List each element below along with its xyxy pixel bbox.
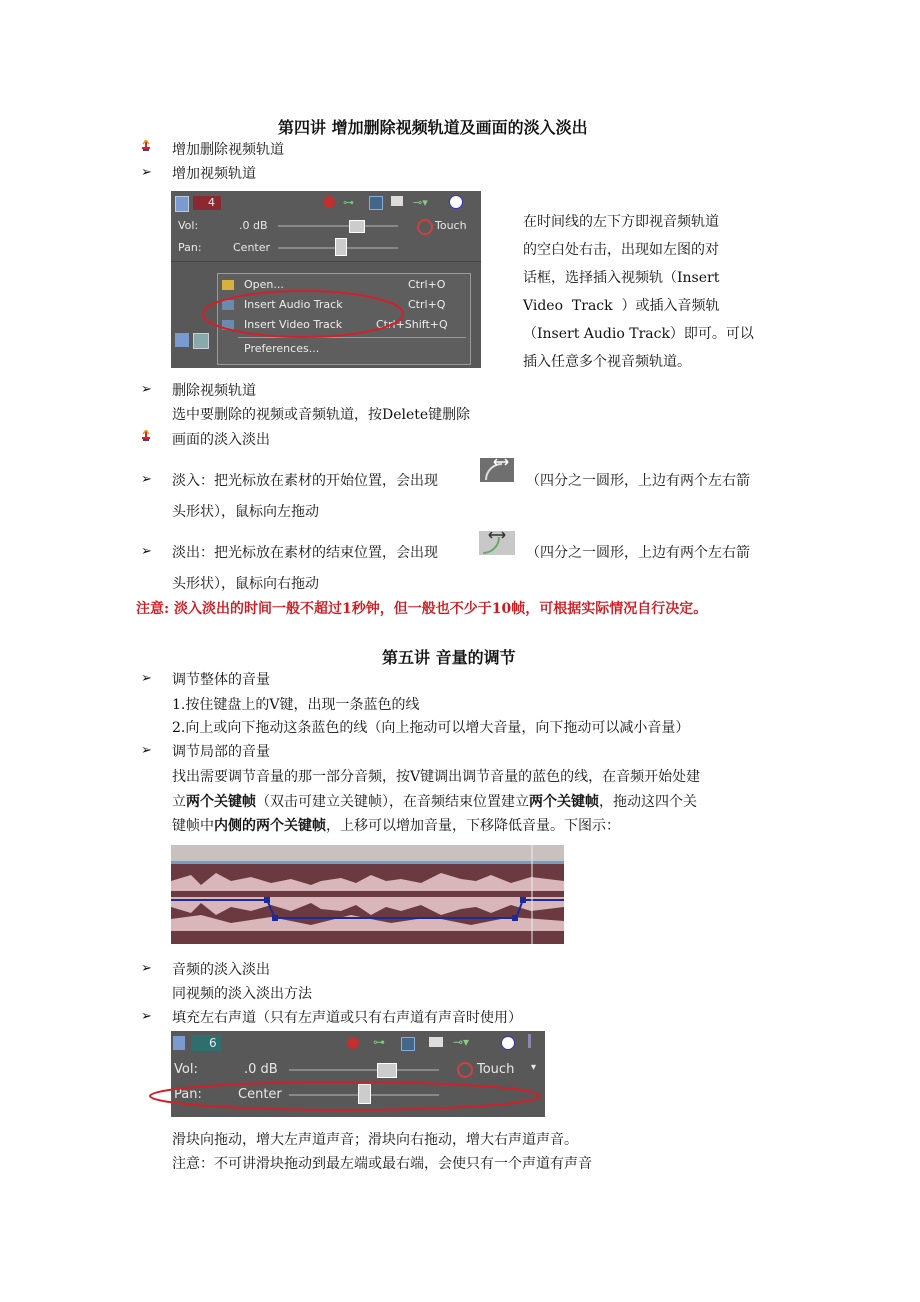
fade-out-text: 淡出：把光标放在素材的结束位置，会出现 — [172, 545, 438, 561]
lesson4-title: 第四讲 增加删除视频轨道及画面的淡入淡出 — [278, 118, 588, 137]
waveform-volume-screenshot — [171, 845, 564, 944]
highlight-ellipse — [145, 1076, 545, 1116]
lesson5-title: 第五讲 音量的调节 — [382, 648, 516, 667]
fade-in-text-line2: 头形状），鼠标向左拖动 — [172, 504, 319, 520]
fade-out-text-cont: （四分之一圆形，上边有两个左右箭 — [526, 545, 750, 561]
pan-value: Center — [233, 241, 271, 254]
desc-line: 话框，选择插入视频轨（Insert — [523, 270, 720, 286]
fade-note: 注意: 淡入淡出的时间一般不超过1秒钟，但一般也不少于10帧，可根据实际情况自行决定。 — [136, 601, 708, 617]
heading-add-track: 增加视频轨道 — [172, 166, 256, 182]
local-bold: 两个关键帧 — [186, 794, 256, 810]
vol-label: Vol: — [174, 1062, 198, 1077]
fade-in-text-cont: （四分之一圆形，上边有两个左右箭 — [526, 473, 750, 489]
local-text: 立 — [172, 794, 186, 810]
touch-label[interactable]: Touch — [477, 1062, 515, 1077]
desc-line: （Insert Audio Track）即可。可以 — [523, 326, 754, 342]
audio-fade-description: 同视频的淡入淡出方法 — [172, 986, 312, 1002]
menu-item-insert-video-track[interactable]: Insert Video Track Ctrl+Shift+Q — [218, 316, 470, 334]
delete-description: 选中要删除的视频或音频轨道，按Delete键删除 — [172, 407, 471, 423]
automation-icon[interactable]: ⊶ — [343, 196, 354, 209]
highlight-ellipse — [171, 191, 481, 368]
fade-out-cursor-icon — [479, 531, 515, 555]
track-resize-icon[interactable] — [528, 1034, 531, 1048]
route-icon[interactable]: ⊸▾ — [453, 1035, 470, 1049]
arrow-bullet-icon: ➢ — [141, 961, 152, 976]
pan-label: Pan: — [178, 241, 202, 254]
track-number-badge: 4 — [193, 196, 221, 210]
vol-label: Vol: — [178, 219, 199, 232]
heading-local-volume: 调节局部的音量 — [172, 744, 270, 760]
local-bold: 内侧的两个关键帧 — [214, 818, 326, 834]
heading-fill-channels: 填充左右声道（只有左声道或只有右声道有声音时使用） — [172, 1010, 522, 1026]
track-number-badge: 6 — [191, 1035, 221, 1051]
heading-add-delete: 增加删除视频轨道 — [172, 142, 284, 158]
menu-item-open[interactable]: Open... Ctrl+O — [218, 276, 470, 294]
arrow-bullet-icon: ➢ — [141, 165, 152, 180]
heading-delete-track: 删除视频轨道 — [172, 383, 256, 399]
desc-line: 插入任意多个视音频轨道。 — [523, 354, 691, 370]
fill-instruction-1: 滑块向拖动，增大左声道声音；滑块向右拖动，增大右声道声音。 — [172, 1132, 578, 1148]
local-text: （双击可建立关键帧），在音频结束位置建立 — [256, 794, 529, 810]
arrow-bullet-icon: ➢ — [141, 472, 152, 487]
local-line-2 — [172, 791, 697, 811]
menu-item-preferences[interactable]: Preferences... — [244, 342, 320, 355]
fx-icon[interactable] — [401, 1037, 415, 1051]
desc-line: 的空白处右击，出现如左图的对 — [523, 242, 719, 258]
heading-overall-volume: 调节整体的音量 — [172, 672, 270, 688]
arrow-bullet-icon: ➢ — [141, 544, 152, 559]
mute-icon[interactable] — [501, 1036, 515, 1050]
pan-value: Center — [238, 1087, 282, 1102]
local-line-1: 找出需要调节音量的那一部分音频，按V键调出调节音量的蓝色的线，在音频开始处建 — [172, 769, 701, 785]
track-context-menu-screenshot — [171, 191, 481, 368]
fade-in-cursor-icon — [480, 458, 514, 482]
automation-icon[interactable]: ⊶ — [373, 1035, 385, 1049]
envelope-icon[interactable] — [429, 1037, 443, 1047]
arrow-bullet-icon: ➢ — [141, 1009, 152, 1024]
waveform — [171, 845, 564, 944]
record-icon[interactable] — [347, 1037, 359, 1049]
overall-step-1: 1.按住键盘上的V键，出现一条蓝色的线 — [172, 697, 420, 713]
local-text: 键帧中 — [172, 818, 214, 834]
local-line-3 — [172, 815, 620, 835]
local-bold: 两个关键帧 — [529, 794, 599, 810]
bullet-icon — [141, 430, 151, 442]
fade-in-text: 淡入：把光标放在素材的开始位置，会出现 — [172, 473, 438, 489]
overall-step-2: 2.向上或向下拖动这条蓝色的线（向上拖动可以增大音量，向下拖动可以减小音量） — [172, 720, 690, 736]
desc-line: Video Track ）或插入音频轨 — [523, 298, 720, 314]
local-text: ，上移可以增加音量，下移降低音量。下图示： — [326, 818, 620, 834]
track-header-icon[interactable] — [173, 1036, 185, 1050]
fill-instruction-2: 注意：不可讲滑块拖动到最左端或最右端，会使只有一个声道有声音 — [172, 1156, 592, 1172]
touch-label[interactable]: Touch — [435, 219, 467, 232]
arrow-bullet-icon: ➢ — [141, 743, 152, 758]
chevron-down-icon[interactable]: ▾ — [531, 1062, 537, 1073]
desc-line: 在时间线的左下方即视音频轨道 — [523, 214, 719, 230]
add-track-description — [523, 208, 763, 376]
route-icon[interactable]: ⊸▾ — [413, 196, 428, 209]
volume-slider[interactable] — [289, 1069, 439, 1071]
vol-value: .0 dB — [244, 1062, 278, 1077]
fade-out-text-line2: 头形状），鼠标向右拖动 — [172, 576, 319, 592]
local-text: ，拖动这四个关 — [599, 794, 697, 810]
heading-fade: 画面的淡入淡出 — [172, 432, 270, 448]
vol-value: .0 dB — [239, 219, 268, 232]
arrow-bullet-icon: ➢ — [141, 671, 152, 686]
menu-item-insert-audio-track[interactable]: Insert Audio Track Ctrl+Q — [218, 296, 470, 314]
bullet-icon — [141, 140, 151, 152]
arrow-bullet-icon: ➢ — [141, 382, 152, 397]
pan-label: Pan: — [174, 1087, 202, 1102]
heading-audio-fade: 音频的淡入淡出 — [172, 962, 270, 978]
